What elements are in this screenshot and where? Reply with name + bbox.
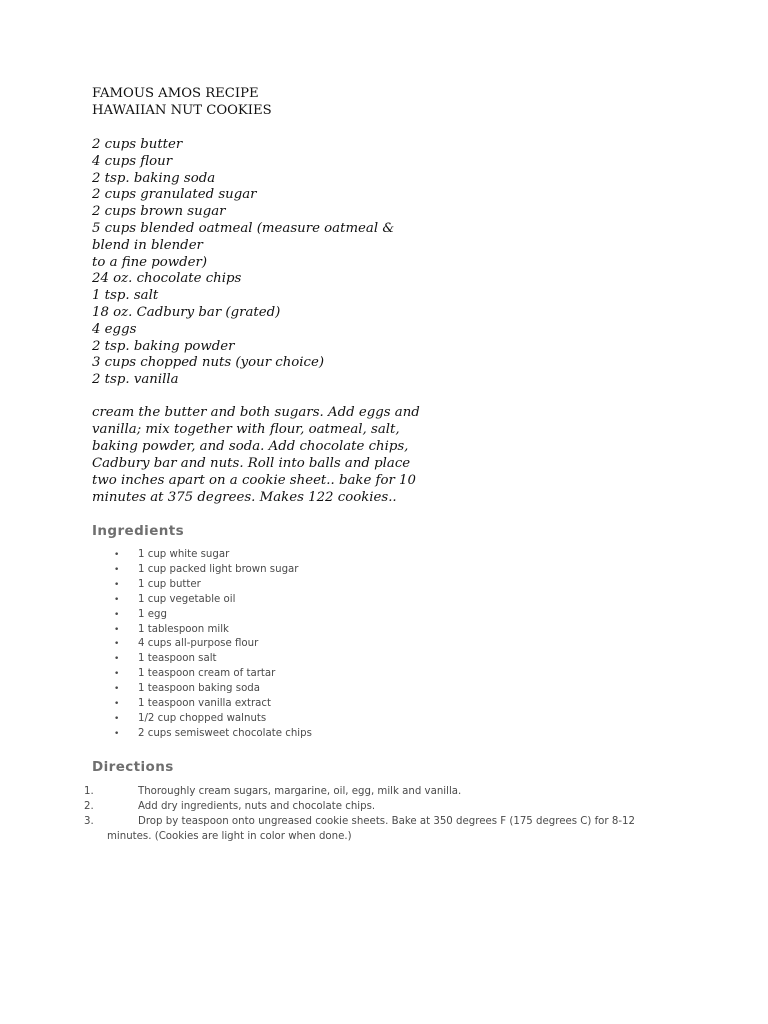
instructions-paragraph (92, 405, 420, 506)
step-number: 2. (84, 800, 94, 812)
instructions-line: minutes at 375 degrees. Makes 122 cookies.. (92, 489, 397, 505)
ingredient-line: 4 cups flour (92, 153, 173, 169)
list-item-text: 1 cup white sugar (138, 549, 230, 560)
bullet-icon: • (114, 699, 120, 710)
instructions-line: two inches apart on a cookie sheet.. bake for 10 (92, 472, 416, 488)
title-line-2: HAWAIIAN NUT COOKIES (92, 103, 272, 118)
bullet-icon: • (114, 550, 120, 560)
bullet-icon: • (114, 594, 120, 605)
ingredient-line: 24 oz. chocolate chips (92, 271, 242, 287)
list-item-text: 1 teaspoon salt (138, 653, 217, 665)
recipe-title (92, 85, 272, 119)
list-item-text: 1/2 cup chopped walnuts (138, 712, 267, 724)
ingredient-line: 5 cups blended oatmeal (measure oatmeal & (92, 220, 395, 236)
step-text: Thoroughly cream sugars, margarine, oil, egg, milk and vanilla. (138, 786, 462, 797)
ingredient-line: to a fine powder) (92, 254, 208, 270)
list-item (0, 563, 768, 578)
ingredient-line: blend in blender (92, 237, 203, 253)
bullet-icon: • (114, 609, 120, 620)
list-item (0, 682, 768, 697)
bullet-icon: • (114, 728, 120, 739)
directions-heading: Directions (92, 759, 174, 775)
ingredients-bullet-list (0, 548, 768, 742)
ingredient-line: 2 tsp. baking powder (92, 338, 235, 354)
list-item (0, 697, 768, 712)
instructions-line: Cadbury bar and nuts. Roll into balls and place (92, 455, 411, 471)
list-item (0, 548, 768, 563)
list-item (0, 727, 768, 742)
step-text-continued: minutes. (Cookies are light in color when done.) (107, 830, 352, 842)
list-item (0, 637, 768, 652)
bullet-icon: • (114, 684, 120, 695)
italic-ingredient-list (92, 137, 394, 389)
list-item (0, 667, 768, 682)
list-item (0, 593, 768, 608)
list-item (0, 608, 768, 623)
list-item-text: 1 cup packed light brown sugar (138, 563, 299, 575)
bullet-icon: • (114, 639, 120, 650)
bullet-icon: • (114, 654, 120, 665)
list-item-text: 1 cup butter (138, 578, 201, 590)
ingredient-line: 1 tsp. salt (92, 288, 159, 304)
step-text: Add dry ingredients, nuts and chocolate chips. (138, 800, 376, 812)
list-item-text: 1 teaspoon cream of tartar (138, 668, 276, 680)
ingredient-line: 2 tsp. vanilla (92, 372, 179, 388)
instructions-line: vanilla; mix together with flour, oatmeal, salt, (92, 421, 400, 437)
list-item-text: 1 tablespoon milk (138, 623, 229, 635)
step-number: 3. (84, 815, 94, 827)
list-item (0, 652, 768, 667)
bullet-icon: • (114, 624, 120, 635)
ingredients-heading: Ingredients (92, 523, 185, 539)
ingredient-line: 18 oz. Cadbury bar (grated) (92, 304, 281, 320)
ingredient-line: 4 eggs (92, 321, 137, 337)
directions-list (0, 785, 768, 845)
list-item (0, 712, 768, 727)
step-text: Drop by teaspoon onto ungreased cookie sheets. Bake at 350 degrees F (175 degrees C) for 8-12 (138, 815, 635, 827)
bullet-icon: • (114, 564, 120, 575)
list-item-text: 1 teaspoon baking soda (138, 683, 261, 695)
instructions-line: baking powder, and soda. Add chocolate chips, (92, 438, 409, 454)
direction-step (0, 800, 768, 815)
list-item-text: 1 cup vegetable oil (138, 593, 236, 605)
list-item (0, 623, 768, 638)
list-item-text: 2 cups semisweet chocolate chips (138, 727, 312, 739)
list-item-text: 1 egg (138, 608, 167, 620)
title-line-1: FAMOUS AMOS RECIPE (92, 86, 259, 101)
list-item-text: 4 cups all-purpose flour (138, 638, 259, 650)
list-item (0, 578, 768, 593)
bullet-icon: • (114, 713, 120, 724)
direction-step (0, 785, 768, 800)
list-item-text: 1 teaspoon vanilla extract (138, 698, 271, 710)
step-number: 1. (84, 786, 94, 797)
ingredient-line: 2 cups butter (92, 137, 183, 152)
bullet-icon: • (114, 669, 120, 680)
ingredient-line: 2 cups brown sugar (92, 204, 226, 220)
ingredient-line: 3 cups chopped nuts (your choice) (92, 355, 325, 371)
ingredient-line: 2 tsp. baking soda (92, 170, 216, 186)
bullet-icon: • (114, 579, 120, 590)
direction-step (0, 815, 768, 845)
instructions-line: cream the butter and both sugars. Add eggs and (92, 405, 420, 420)
ingredient-line: 2 cups granulated sugar (92, 187, 257, 203)
